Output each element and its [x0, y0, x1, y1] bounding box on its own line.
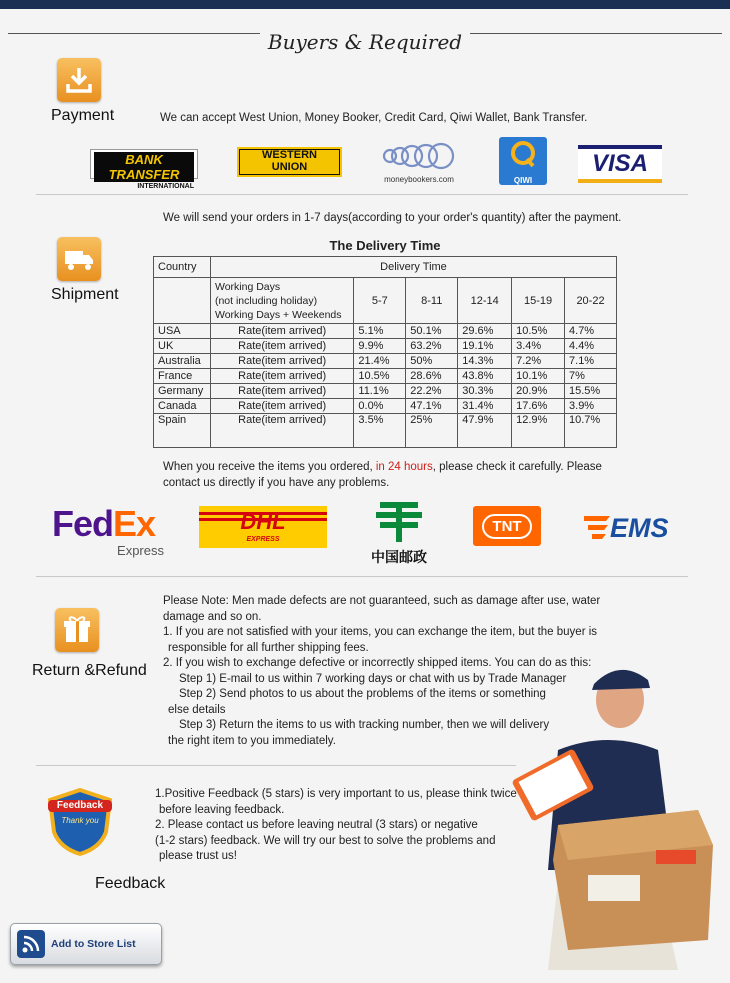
rate-cell: 30.3% — [458, 384, 512, 399]
shipment-label: Shipment — [51, 286, 119, 303]
rate-label-cell: Rate(item arrived) — [210, 339, 353, 354]
tnt-text: TNT — [482, 514, 531, 539]
china-post-text: 中国邮政 — [371, 549, 427, 565]
table-row — [154, 414, 617, 448]
feedback-line: before leaving feedback. — [159, 803, 285, 816]
notice-text: When you receive the items you ordered, — [163, 461, 376, 473]
rate-cell: 50% — [406, 354, 458, 369]
country-cell: Spain — [154, 414, 211, 448]
working-days-line3: Working Days + Weekends — [214, 308, 342, 321]
rate-cell: 7% — [565, 369, 617, 384]
country-cell: France — [154, 369, 211, 384]
bank-transfer-sub: INTERNATIONAL — [137, 183, 194, 190]
rate-label-cell: Rate(item arrived) — [210, 324, 353, 339]
rate-cell: 10.5% — [354, 369, 406, 384]
refund-line: Please Note: Men made defects are not guaranteed, such as damage after use, water — [163, 595, 601, 607]
fedex-fed: Fed — [52, 503, 114, 544]
top-bar — [0, 0, 730, 9]
rate-cell: 43.8% — [458, 369, 512, 384]
section-divider — [36, 765, 516, 766]
feedback-badge — [44, 786, 116, 858]
range-cell: 5-7 — [354, 278, 406, 324]
country-cell: Australia — [154, 354, 211, 369]
rate-cell: 14.3% — [458, 354, 512, 369]
badge-subtitle: Thank you — [61, 816, 99, 825]
feedback-line: 2. Please contact us before leaving neutral (3 stars) or negative — [155, 819, 478, 831]
notice-text-after: , please check it carefully. Please — [432, 461, 602, 473]
ems-logo — [584, 512, 676, 544]
header-blank — [154, 278, 211, 324]
rate-cell: 20.9% — [512, 384, 565, 399]
rate-cell: 47.1% — [406, 399, 458, 414]
refund-line: responsible for all further shipping fees. — [168, 641, 369, 654]
feedback-label: Feedback — [95, 875, 166, 892]
rate-cell: 7.2% — [512, 354, 565, 369]
country-cell: Canada — [154, 399, 211, 414]
refund-line: Step 1) E-mail to us within 7 working days or chat with us by Trade Manager — [179, 672, 567, 685]
rate-cell: 9.9% — [354, 339, 406, 354]
fedex-logo — [52, 505, 170, 560]
feedback-line: 1.Positive Feedback (5 stars) is very important to us, please think twice — [155, 788, 517, 800]
ems-text: EMS — [610, 513, 669, 543]
feedback-line: (1-2 stars) feedback. We will try our best to solve the problems and — [155, 834, 496, 847]
rate-cell: 11.1% — [354, 384, 406, 399]
western-union-line1: WESTERN — [262, 149, 317, 161]
rss-icon — [17, 930, 45, 958]
dhl-text: DHL — [240, 509, 286, 534]
badge-title: Feedback — [56, 800, 104, 811]
rate-cell: 4.4% — [565, 339, 617, 354]
western-union-line2: UNION — [271, 160, 308, 173]
range-cell: 15-19 — [512, 278, 565, 324]
table-row — [154, 339, 617, 354]
rate-cell: 63.2% — [406, 339, 458, 354]
rate-cell: 3.5% — [354, 414, 406, 448]
table-row — [154, 324, 617, 339]
shipment-text: We will send your orders in 1-7 days(according to your order's quantity) after the payment. — [163, 212, 622, 224]
rate-cell: 50.1% — [406, 324, 458, 339]
working-days-line1: Working Days — [214, 280, 281, 293]
rate-cell: 22.2% — [406, 384, 458, 399]
rate-cell: 10.7% — [565, 414, 617, 448]
rate-cell: 25% — [406, 414, 458, 448]
rate-cell: 10.1% — [512, 369, 565, 384]
rate-cell: 5.1% — [354, 324, 406, 339]
moneybookers-rings-icon — [378, 142, 460, 170]
range-cell: 8-11 — [406, 278, 458, 324]
feedback-line: please trust us! — [159, 850, 237, 862]
rate-cell: 29.6% — [458, 324, 512, 339]
refund-line: damage and so on. — [163, 610, 262, 623]
rate-cell: 4.7% — [565, 324, 617, 339]
rate-label-cell: Rate(item arrived) — [210, 399, 353, 414]
add-to-store-list-button[interactable] — [10, 923, 162, 965]
china-post-logo — [362, 498, 436, 564]
moneybookers-logo — [378, 142, 460, 184]
rate-cell: 19.1% — [458, 339, 512, 354]
header-country: Country — [154, 257, 211, 278]
page-title: Buyers & Required — [0, 30, 730, 54]
rate-cell: 28.6% — [406, 369, 458, 384]
working-days-line2: (not including holiday) — [214, 294, 318, 307]
section-divider — [36, 576, 688, 577]
western-union-logo — [237, 147, 342, 177]
range-cell: 12-14 — [458, 278, 512, 324]
rate-cell: 17.6% — [512, 399, 565, 414]
table-row — [154, 369, 617, 384]
rate-cell: 47.9% — [458, 414, 512, 448]
refund-line: Step 3) Return the items to us with tracking number, then we will delivery — [179, 719, 550, 731]
dhl-express: EXPRESS — [246, 536, 280, 543]
bank-transfer-title: BANK TRANSFER — [94, 152, 194, 182]
delivery-man-image — [508, 650, 720, 970]
refund-line: 2. If you wish to exchange defective or incorrectly shipped items. You can do as this: — [163, 657, 592, 669]
rate-cell: 7.1% — [565, 354, 617, 369]
delivery-man-illustration — [508, 650, 720, 970]
fedex-express: Express — [117, 543, 164, 558]
country-cell: UK — [154, 339, 211, 354]
fedex-ex: Ex — [113, 503, 156, 544]
qiwi-text: QIWI — [513, 176, 533, 185]
country-cell: Germany — [154, 384, 211, 399]
rate-label-cell: Rate(item arrived) — [210, 384, 353, 399]
refund-line: Step 2) Send photos to us about the problems of the items or something — [179, 688, 546, 700]
delivery-notice — [163, 460, 633, 491]
range-cell: 20-22 — [565, 278, 617, 324]
rate-label-cell: Rate(item arrived) — [210, 414, 353, 448]
add-to-store-list-label: Add to Store List — [51, 938, 136, 950]
rate-label-cell: Rate(item arrived) — [210, 369, 353, 384]
visa-logo — [578, 145, 662, 183]
visa-text: VISA — [591, 150, 648, 177]
rate-cell: 21.4% — [354, 354, 406, 369]
dhl-logo — [199, 506, 327, 548]
table-row — [154, 399, 617, 414]
feedback-text — [155, 787, 535, 865]
truck-icon — [57, 237, 101, 281]
notice-line2: contact us directly if you have any problems. — [163, 476, 390, 489]
rate-cell: 3.4% — [512, 339, 565, 354]
qiwi-logo — [499, 137, 547, 185]
refund-line: else details — [168, 703, 226, 716]
rate-cell: 12.9% — [512, 414, 565, 448]
china-post-emblem-icon — [362, 498, 436, 542]
qiwi-icon — [499, 137, 547, 171]
return-refund-label: Return &Refund — [32, 662, 147, 679]
rate-label-cell: Rate(item arrived) — [210, 354, 353, 369]
download-icon — [57, 58, 101, 102]
tnt-logo — [473, 506, 541, 546]
rate-cell: 0.0% — [354, 399, 406, 414]
rate-cell: 31.4% — [458, 399, 512, 414]
rate-cell: 10.5% — [512, 324, 565, 339]
header-delivery-time: Delivery Time — [210, 257, 616, 278]
rate-cell: 3.9% — [565, 399, 617, 414]
delivery-table — [153, 256, 617, 448]
country-cell: USA — [154, 324, 211, 339]
refund-line: 1. If you are not satisfied with your items, you can exchange the item, but the buyer is — [163, 626, 598, 638]
bank-transfer-logo — [90, 149, 198, 190]
rate-cell: 15.5% — [565, 384, 617, 399]
delivery-table-title: The Delivery Time — [329, 238, 441, 253]
table-row — [154, 354, 617, 369]
payment-text: We can accept West Union, Money Booker, Credit Card, Qiwi Wallet, Bank Transfer. — [160, 112, 588, 124]
table-row — [154, 384, 617, 399]
moneybookers-text: moneybookers.com — [384, 175, 454, 184]
notice-highlight: in 24 hours — [375, 461, 433, 473]
refund-line: the right item to you immediately. — [168, 734, 336, 747]
payment-label: Payment — [51, 107, 115, 124]
gift-icon — [55, 608, 99, 652]
section-divider — [36, 194, 688, 195]
header-working-days — [210, 278, 353, 324]
